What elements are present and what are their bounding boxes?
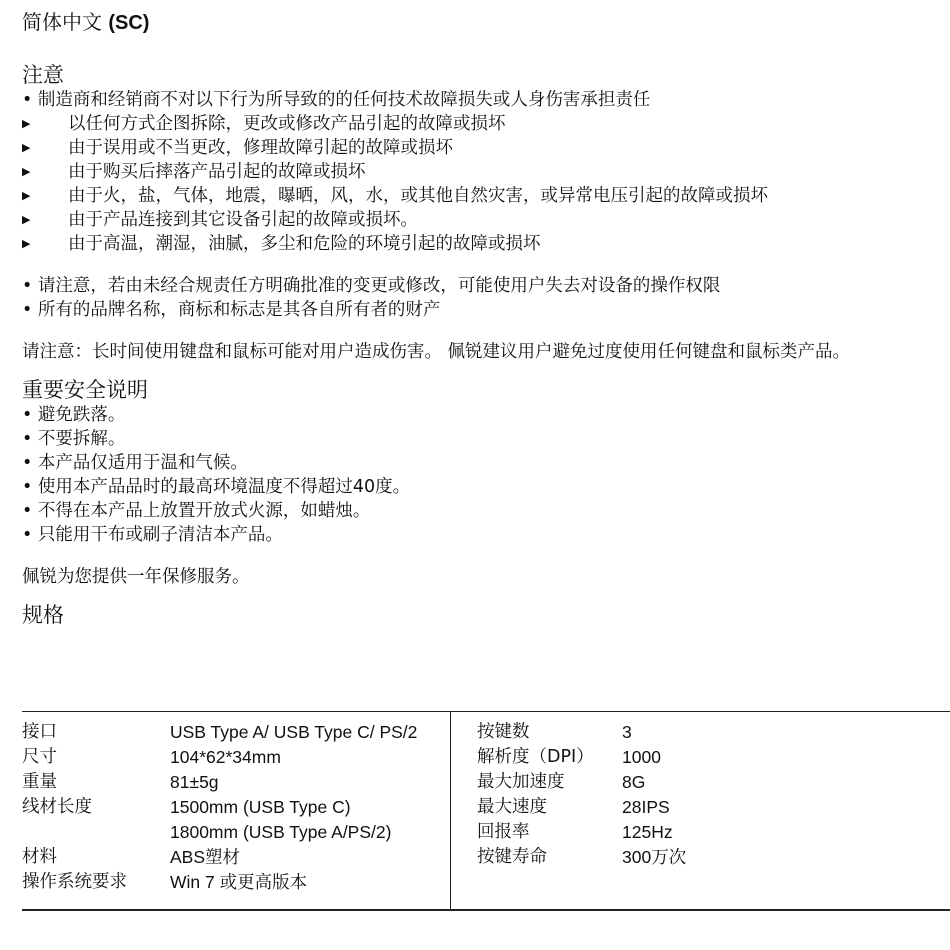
spec-value: ABS塑材	[170, 847, 241, 867]
spec-key: 线材长度	[22, 797, 92, 817]
spec-key: 接口	[22, 722, 57, 742]
triangle-bullet-icon: ▶	[22, 165, 31, 178]
spec-value: 1500mm (USB Type C)	[170, 797, 351, 817]
spec-column-left	[22, 720, 442, 895]
spec-key: 尺寸	[22, 747, 57, 767]
spec-row	[477, 795, 937, 820]
spec-row	[22, 745, 442, 770]
spec-key: 重量	[22, 772, 57, 792]
language-name: 简体中文	[22, 10, 102, 34]
spec-row	[477, 770, 937, 795]
notice-item-text: 由于火，盐，气体，地震，曝晒，风，水，或其他自然灾害，或异常电压引起的故障或损坏	[68, 186, 768, 206]
notice-item-text: 由于误用或不当更改，修理故障引起的故障或损坏	[68, 138, 453, 158]
language-code: (SC)	[108, 12, 150, 34]
spec-row	[22, 770, 442, 795]
specs-heading: 规格	[22, 603, 64, 627]
triangle-bullet-icon: ▶	[22, 117, 31, 130]
safety-item: • 不要拆解。	[22, 427, 944, 451]
spec-table	[22, 711, 950, 911]
notice-item-text: 由于高温，潮湿，油腻，多尘和危险的环境引起的故障或损坏	[68, 234, 541, 254]
spec-key: 按键数	[477, 722, 530, 742]
spec-row	[477, 820, 937, 845]
notice-item-text: 由于购买后摔落产品引起的故障或损坏	[68, 162, 366, 182]
safety-item: • 只能用干布或刷子清洁本产品。	[22, 523, 944, 547]
notice-item-text: 以任何方式企图拆除，更改或修改产品引起的故障或损坏	[68, 114, 506, 134]
warranty-note: 佩锐为您提供一年保修服务。	[22, 567, 250, 587]
spec-key: 最大速度	[477, 797, 547, 817]
triangle-bullet-icon: ▶	[22, 237, 31, 250]
spec-value: 1000	[622, 747, 661, 767]
spec-value: 8G	[622, 772, 646, 792]
spec-value: Win 7 或更高版本	[170, 872, 308, 892]
safety-item: • 不得在本产品上放置开放式火源，如蜡烛。	[22, 499, 944, 523]
language-title	[22, 8, 944, 37]
spec-row	[477, 720, 937, 745]
spec-key: 最大加速度	[477, 772, 565, 792]
spec-value: USB Type A/ USB Type C/ PS/2	[170, 722, 418, 742]
notice-item	[22, 112, 944, 136]
usage-warning: 请注意：长时间使用键盘和鼠标可能对用户造成伤害。 佩锐建议用户避免过度使用任何键盘和鼠标类产品。	[22, 342, 851, 362]
column-divider	[450, 712, 451, 909]
triangle-bullet-icon: ▶	[22, 141, 31, 154]
spec-key	[22, 820, 170, 845]
spec-value: 3	[622, 722, 632, 742]
trademark-note: • 所有的品牌名称，商标和标志是其各自所有者的财产	[22, 298, 944, 322]
spec-value: 81±5g	[170, 772, 219, 792]
spec-row	[22, 720, 442, 745]
spec-key: 材料	[22, 847, 57, 867]
spec-value: 300万次	[622, 847, 687, 867]
spec-value: 125Hz	[622, 822, 673, 842]
spec-row	[477, 845, 937, 870]
spec-key: 按键寿命	[477, 847, 547, 867]
spec-key: 回报率	[477, 822, 530, 842]
notice-item	[22, 136, 944, 160]
spec-row	[22, 845, 442, 870]
spec-value: 28IPS	[622, 797, 670, 817]
notice-item-text: 由于产品连接到其它设备引起的故障或损坏。	[68, 210, 418, 230]
notice-item	[22, 160, 944, 184]
safety-item: • 避免跌落。	[22, 403, 944, 427]
manual-page	[22, 8, 944, 628]
notice-item	[22, 184, 944, 208]
notice-item	[22, 232, 944, 256]
spec-row	[22, 820, 442, 845]
safety-item: • 本产品仅适用于温和气候。	[22, 451, 944, 475]
spec-value: 104*62*34mm	[170, 747, 281, 767]
compliance-note: • 请注意，若由未经合规责任方明确批准的变更或修改，可能使用户失去对设备的操作权限	[22, 274, 944, 298]
spec-column-right	[477, 720, 937, 870]
spec-row	[22, 870, 442, 895]
safety-heading: 重要安全说明	[22, 378, 148, 402]
triangle-bullet-icon: ▶	[22, 213, 31, 226]
notice-heading: 注意	[22, 63, 64, 87]
spec-key: 操作系统要求	[22, 872, 127, 892]
spec-key: 解析度（DPI）	[477, 747, 594, 767]
triangle-bullet-icon: ▶	[22, 189, 31, 202]
notice-intro: • 制造商和经销商不对以下行为所导致的的任何技术故障损失或人身伤害承担责任	[22, 88, 944, 112]
notice-item	[22, 208, 944, 232]
spec-row	[477, 745, 937, 770]
spec-value: 1800mm (USB Type A/PS/2)	[170, 822, 392, 842]
safety-item: • 使用本产品品时的最高环境温度不得超过40度。	[22, 475, 944, 499]
spec-row	[22, 795, 442, 820]
